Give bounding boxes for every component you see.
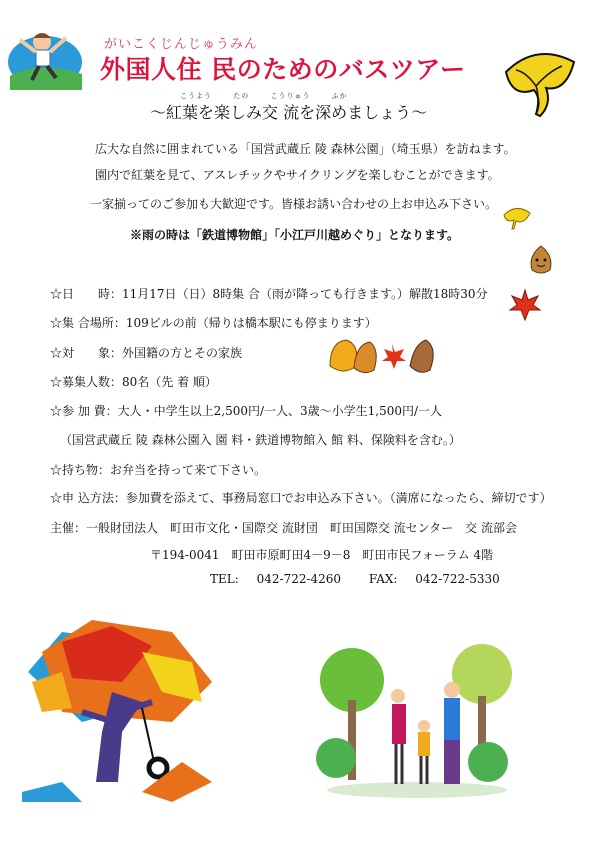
detail-fee-note: （国営武蔵丘 陵 森林公園入 園 料・鉄道博物館入 館 料、保険料を含む。） bbox=[60, 433, 461, 447]
intro-line-2: 園内で紅葉を見て、アスレチックやサイクリングを楽しむことができます。 bbox=[95, 168, 500, 182]
subtitle-ruby: こうよう たの こうりゅう ふか bbox=[180, 92, 348, 100]
contact-line bbox=[210, 572, 500, 586]
detail-meeting-place: ☆集 合場所：109ビルの前（帰りは橋本駅にも停まります） bbox=[50, 316, 377, 330]
organizer-address: 〒194-0041 町田市原町田4－9－8 町田市民フォーラム 4階 bbox=[150, 548, 494, 562]
page-title: 外国人住 民のためのバスツアー bbox=[100, 55, 466, 84]
intro-line-1: 広大な自然に囲まれている「国営武蔵丘 陵 森林公園」（埼玉県）を訪ねます。 bbox=[95, 142, 516, 156]
fax-label: FAX: bbox=[368, 572, 398, 586]
detail-application: ☆申 込方法：参加費を添えて、事務局窓口でお申込み下さい。（満席になったら、締切です） bbox=[50, 491, 552, 505]
autumn-tree-icon bbox=[22, 612, 222, 802]
ginkgo-leaf-icon bbox=[502, 205, 532, 231]
detail-capacity: ☆募集人数：80名（先 着 順） bbox=[50, 375, 217, 389]
detail-fee: ☆参 加 費：大人・中学生以上2,500円/一人、3歳～小学生1,500円/一人 bbox=[50, 404, 443, 418]
child-on-hill-icon bbox=[6, 24, 84, 90]
detail-target: ☆対 象：外国籍の方とその家族 bbox=[50, 346, 243, 360]
autumn-leaf-icon bbox=[526, 244, 556, 276]
organizer-host: 主催：一般財団法人 町田市文化・国際交 流財団 町田国際交 流センター 交 流部会 bbox=[50, 521, 517, 535]
detail-datetime: ☆日 時：11月17日（日）8時集 合（雨が降っても行きます。）解散18時30分 bbox=[50, 287, 488, 301]
page-subtitle: ～紅葉を楽しみ交 流を深めましょう～ bbox=[150, 103, 428, 122]
fax-number: 042-722-5330 bbox=[415, 572, 500, 586]
title-ruby: がいこくじんじゅうみん bbox=[104, 37, 259, 52]
detail-belongings: ☆持ち物：お弁当を持って来て下さい。 bbox=[50, 463, 267, 477]
autumn-leaf-icon bbox=[326, 336, 442, 378]
family-in-park-icon bbox=[312, 640, 522, 800]
maple-leaf-icon bbox=[508, 288, 542, 322]
tel-number: 042-722-4260 bbox=[256, 572, 342, 586]
ginkgo-leaf-icon bbox=[496, 42, 580, 120]
tel-label: TEL: bbox=[210, 572, 239, 586]
intro-line-3: 一家揃ってのご参加も大歓迎です。皆様お誘い合わせの上お申込み下さい。 bbox=[90, 197, 498, 211]
intro-line-4: ※雨の時は「鉄道博物館」「小江戸川越めぐり」となります。 bbox=[130, 228, 460, 242]
